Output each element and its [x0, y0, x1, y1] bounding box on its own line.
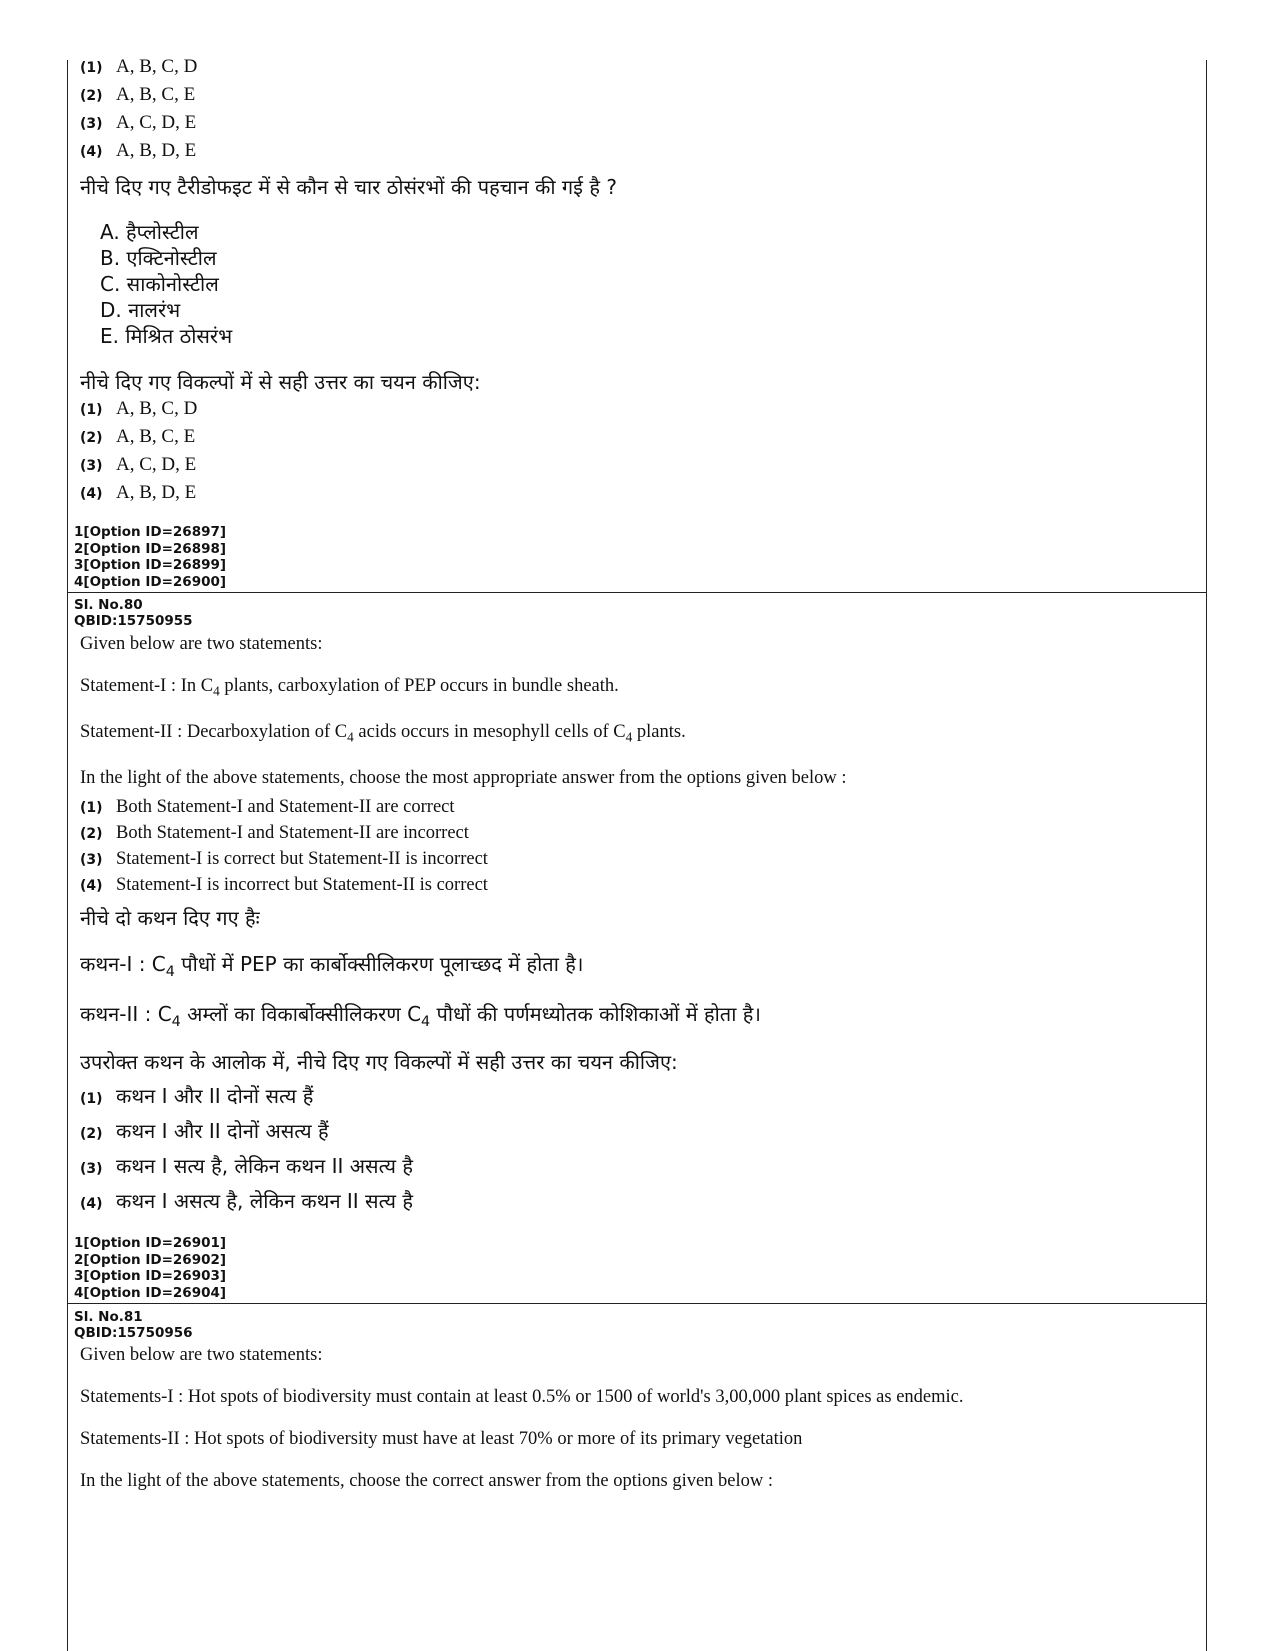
option-text: A, B, C, D [116, 56, 198, 77]
serial-number: Sl. No.80 [74, 597, 143, 613]
question-prompt: In the light of the above statements, choose the correct answer from the options given below : [80, 1471, 774, 1491]
hindi-item-e: E. मिश्रित ठोसरंभ [100, 324, 233, 348]
hindi-item-d: D. नालरंभ [100, 298, 181, 322]
hindi-option-4 [80, 482, 196, 504]
statement-text: plants. [632, 722, 686, 742]
option-number: (1) [80, 402, 103, 418]
option-id: 2[Option ID=26902] [74, 1251, 227, 1268]
option-text: A, B, C, D [116, 398, 198, 419]
question-header [74, 597, 193, 629]
hindi-option-2 [80, 1117, 329, 1144]
statement-text: Statement-I : In C [80, 676, 214, 696]
option-text: A, C, D, E [116, 112, 197, 133]
question-intro: Given below are two statements: [80, 1345, 323, 1365]
statement-text: पौधों में PEP का कार्बोक्सीलिकरण पूलाच्छद में होता है। [174, 952, 584, 976]
option-number: (3) [80, 116, 103, 132]
hindi-option-1 [80, 1082, 313, 1109]
option-id: 4[Option ID=26900] [74, 573, 227, 590]
option-text: A, B, D, E [116, 482, 197, 503]
option-number: (4) [80, 1196, 103, 1212]
option-text: Both Statement-I and Statement-II are incorrect [116, 823, 469, 843]
option-id: 3[Option ID=26903] [74, 1268, 227, 1284]
option-1 [80, 56, 197, 78]
option-text: A, B, C, E [116, 426, 196, 447]
option-1 [80, 797, 455, 818]
option-number: (1) [80, 60, 103, 76]
option-id-list [74, 1235, 226, 1301]
statement-1: Statements-I : Hot spots of biodiversity must contain at least 0.5% or 1500 of world's 3,00,000 plant spices as endemic. [80, 1387, 964, 1407]
option-number: (2) [80, 430, 103, 446]
option-number: (2) [80, 1126, 103, 1142]
hindi-item-c: C. साकोनोस्टील [100, 272, 219, 296]
option-2 [80, 84, 195, 106]
option-3 [80, 849, 488, 870]
option-number: (3) [80, 852, 103, 868]
question-prompt: In the light of the above statements, choose the most appropriate answer from the options given below : [80, 768, 847, 788]
hindi-item-b: B. एक्टिनोस्टील [100, 246, 217, 270]
option-4 [80, 875, 488, 896]
option-number: (1) [80, 800, 103, 816]
option-number: (4) [80, 144, 103, 160]
serial-number: Sl. No.81 [74, 1309, 143, 1325]
hindi-option-2 [80, 426, 195, 448]
option-text: A, C, D, E [116, 454, 197, 475]
qbid: QBID:15750956 [74, 1325, 193, 1341]
statement-text: Statement-II : Decarboxylation of C [80, 722, 348, 742]
option-number: (3) [80, 1161, 103, 1177]
question-paper-frame [67, 56, 1207, 1651]
option-text: Statement-I is incorrect but Statement-II is correct [116, 875, 488, 895]
hindi-option-3 [80, 454, 196, 476]
option-id: 1[Option ID=26897] [74, 524, 227, 540]
hindi-prompt: नीचे दिए गए विकल्पों में से सही उत्तर का चयन कीजिए: [80, 370, 481, 394]
statement-2: Statements-II : Hot spots of biodiversity must have at least 70% or more of its primary vegetation [80, 1429, 803, 1449]
option-text: कथन I असत्य है, लेकिन कथन II सत्य है [116, 1189, 413, 1213]
hindi-statement-2 [80, 1000, 761, 1030]
option-number: (2) [80, 88, 103, 104]
hindi-option-1 [80, 398, 197, 420]
statement-text: कथन-II : C [80, 1002, 172, 1026]
option-number: (4) [80, 878, 103, 894]
option-id: 3[Option ID=26899] [74, 557, 227, 573]
subscript: 4 [213, 683, 220, 699]
subscript: 4 [171, 1014, 181, 1031]
hindi-question-text: नीचे दिए गए टैरीडोफइट में से कौन से चार ठोसंरभों की पहचान की गई है ? [80, 175, 617, 199]
statement-text: कथन-I : C [80, 952, 166, 976]
option-text: कथन I और II दोनों सत्य हैं [116, 1084, 314, 1108]
option-text: A, B, C, E [116, 84, 196, 105]
option-number: (4) [80, 486, 103, 502]
option-4 [80, 140, 196, 162]
hindi-statement-1 [80, 950, 583, 980]
question-header [74, 1309, 193, 1341]
option-id: 2[Option ID=26898] [74, 540, 227, 557]
statement-1 [80, 676, 619, 700]
question-intro: Given below are two statements: [80, 634, 323, 654]
subscript: 4 [421, 1014, 431, 1031]
statement-2 [80, 722, 686, 746]
question-divider [68, 592, 1206, 593]
option-text: Both Statement-I and Statement-II are correct [116, 797, 455, 817]
subscript: 4 [347, 729, 354, 745]
option-3 [80, 112, 196, 134]
option-text: कथन I और II दोनों असत्य हैं [116, 1119, 329, 1143]
subscript: 4 [625, 729, 633, 745]
subscript: 4 [165, 964, 175, 981]
hindi-item-a: A. हैप्लोस्टील [100, 220, 199, 244]
option-text: A, B, D, E [116, 140, 197, 161]
option-id: 1[Option ID=26901] [74, 1235, 227, 1251]
option-number: (2) [80, 826, 103, 842]
statement-text: acids occurs in mesophyll cells of C [353, 722, 626, 742]
option-number: (1) [80, 1091, 103, 1107]
hindi-prompt: उपरोक्त कथन के आलोक में, नीचे दिए गए विकल्पों में सही उत्तर का चयन कीजिए: [80, 1050, 678, 1074]
option-2 [80, 823, 469, 844]
option-id: 4[Option ID=26904] [74, 1284, 227, 1301]
question-divider [68, 1303, 1206, 1304]
hindi-option-4 [80, 1187, 413, 1214]
option-id-list [74, 524, 226, 590]
option-text: कथन I सत्य है, लेकिन कथन II असत्य है [116, 1154, 413, 1178]
hindi-intro: नीचे दो कथन दिए गए हैः [80, 906, 260, 930]
option-number: (3) [80, 458, 103, 474]
statement-text: पौधों की पर्णमध्योतक कोशिकाओं में होता है। [430, 1002, 761, 1026]
qbid: QBID:15750955 [74, 613, 193, 629]
statement-text: अम्लों का विकार्बोक्सीलिकरण C [180, 1002, 422, 1026]
option-text: Statement-I is correct but Statement-II is incorrect [116, 849, 488, 869]
statement-text: plants, carboxylation of PEP occurs in bundle sheath. [219, 676, 619, 696]
hindi-option-3 [80, 1152, 413, 1179]
